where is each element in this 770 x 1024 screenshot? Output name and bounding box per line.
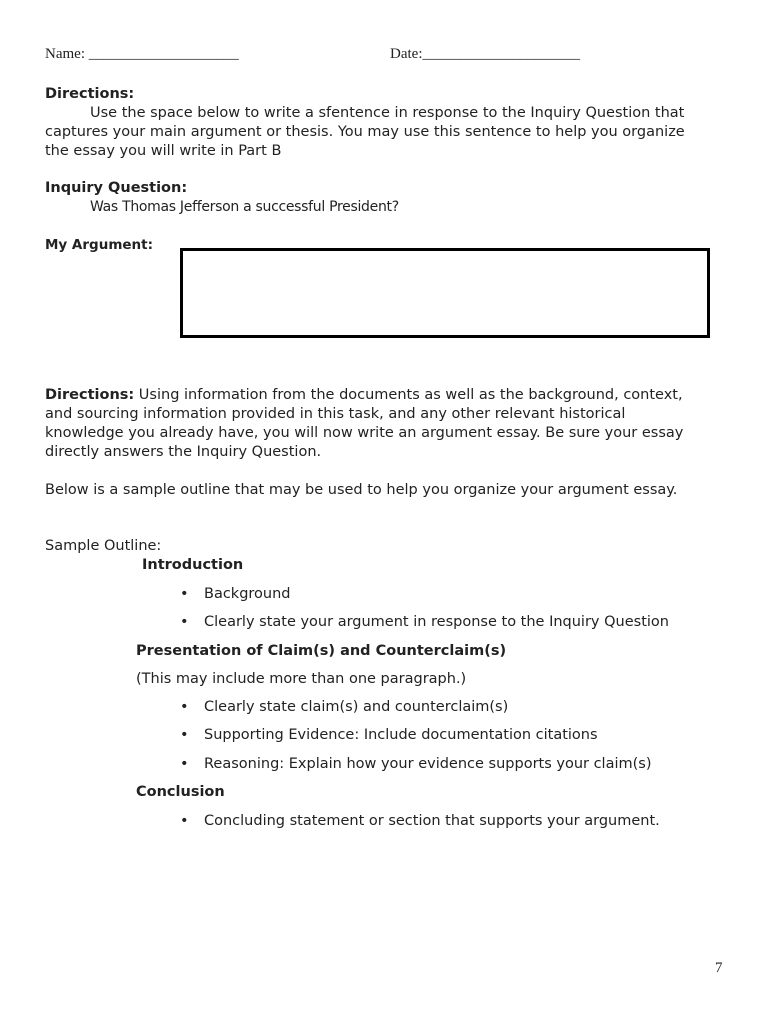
bullet-icon: • — [180, 614, 189, 630]
directions-text-line: Use the space below to write a sfentence in response to the Inquiry Question that — [90, 105, 685, 121]
my-argument-label: My Argument: — [45, 237, 153, 253]
claims-heading: Presentation of Claim(s) and Counterclaim(s) — [136, 643, 507, 659]
outline-bullet-item — [180, 613, 669, 632]
directions-text-line: captures your main argument or thesis. You may use this sentence to help you organize — [45, 124, 685, 140]
directions2-text: Using information from the documents as well as the background, context, — [134, 387, 683, 403]
introduction-heading: Introduction — [142, 557, 244, 573]
page-number: 7 — [715, 960, 723, 976]
bullet-text: Reasoning: Explain how your evidence supports your claim(s) — [204, 756, 652, 772]
bullet-text: Background — [204, 586, 291, 602]
bullet-text: Concluding statement or section that supports your argument. — [204, 813, 660, 829]
sample-outline-label: Sample Outline: — [45, 538, 162, 554]
directions2-line — [45, 386, 683, 405]
bullet-icon: • — [180, 586, 189, 602]
conclusion-heading: Conclusion — [136, 784, 225, 800]
bullet-icon: • — [180, 699, 189, 715]
directions2-heading: Directions: — [45, 387, 135, 403]
outline-bullet-item — [180, 585, 291, 604]
outline-bullet-item — [180, 755, 652, 774]
directions2-line: and sourcing information provided in this task, and any other relevant historical — [45, 406, 626, 422]
bullet-text: Supporting Evidence: Include documentation citations — [204, 727, 598, 743]
bullet-text: Clearly state your argument in response to the Inquiry Question — [204, 614, 669, 630]
bullet-text: Clearly state claim(s) and counterclaim(s) — [204, 699, 509, 715]
bullet-icon: • — [180, 727, 189, 743]
inquiry-heading: Inquiry Question: — [45, 180, 188, 196]
directions2-line: directly answers the Inquiry Question. — [45, 444, 322, 460]
directions-text-line: the essay you will write in Part B — [45, 143, 282, 159]
directions-heading: Directions: — [45, 86, 135, 102]
argument-response-box[interactable] — [180, 248, 710, 338]
directions2-line: knowledge you already have, you will now write an argument essay. Be sure your essay — [45, 425, 684, 441]
outline-bullet-item — [180, 698, 508, 717]
bullet-icon: • — [180, 813, 189, 829]
inquiry-question-text: Was Thomas Jefferson a successful President? — [90, 199, 399, 215]
name-field-label: Name: ____________________ — [45, 46, 239, 62]
outline-intro-text: Below is a sample outline that may be used to help you organize your argument essay. — [45, 482, 678, 498]
date-field-label: Date:_____________________ — [390, 46, 580, 62]
bullet-icon: • — [180, 756, 189, 772]
outline-bullet-item — [180, 812, 660, 831]
claims-note: (This may include more than one paragraph.) — [136, 671, 467, 687]
outline-bullet-item — [180, 726, 598, 745]
